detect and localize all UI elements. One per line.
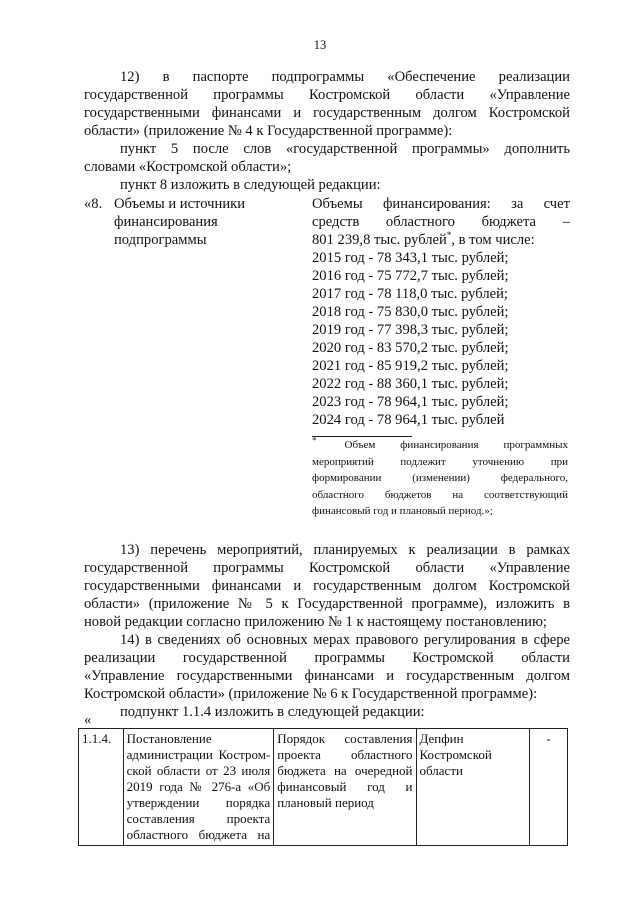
- row-8-financing: [312, 195, 570, 429]
- text-line: области» (приложение № 4 к Государственной программе):: [84, 123, 453, 139]
- text-line: пункт 5 после слов «государственной программы» дополнить: [120, 141, 570, 157]
- regulation-table: [78, 728, 568, 846]
- total-line: [312, 231, 570, 249]
- item-13-paragraph: [84, 541, 570, 631]
- year-line: 2015 год - 78 343,1 тыс. рублей;: [312, 250, 509, 266]
- text-line: государственной программы Костромской области «Управление: [84, 560, 570, 576]
- subpunkt-intro: подпункт 1.1.4 изложить в следующей редакции:: [120, 704, 425, 720]
- page-number: 13: [313, 38, 327, 52]
- text-line: 13) перечень мероприятий, планируемых к реализации в рамках: [120, 542, 570, 558]
- year-line: 2020 год - 83 570,2 тыс. рублей;: [312, 340, 509, 356]
- footnote-mark: *: [446, 230, 452, 241]
- text-line: области» (приложение № 5 к Государственной программе), изложить в: [84, 596, 570, 612]
- total-amount: 801 239,8 тыс. рублей: [312, 232, 447, 248]
- footnote: [312, 437, 568, 520]
- text-line: финансирования: [114, 214, 218, 230]
- footnote-line: мероприятий подлежит уточнению при: [312, 455, 568, 468]
- year-line: 2022 год - 88 360,1 тыс. рублей;: [312, 376, 509, 392]
- text-line: 14) в сведениях об основных мерах правового регулирования в сфере: [120, 632, 570, 648]
- text-line: Объемы и источники: [114, 196, 246, 212]
- row-8-number: «8.: [84, 196, 103, 212]
- row-8-name: [114, 195, 294, 249]
- text-line: 12) в паспорте подпрограммы «Обеспечение реализации: [120, 69, 570, 85]
- table-cell-date: -: [530, 729, 568, 846]
- text-line: новой редакции согласно приложению № 1 к настоящему постановлению;: [84, 614, 547, 630]
- year-line: 2018 год - 75 830,0 тыс. рублей;: [312, 304, 509, 320]
- opening-quote: «: [84, 712, 92, 728]
- footnote-line: формировании (изменении) федерального,: [312, 472, 568, 484]
- text-line: государственными финансами и государственным долгом Костромской: [84, 578, 570, 594]
- footnote-line: финансовый год и плановый период.»;: [312, 505, 493, 517]
- item-12-paragraph: [84, 68, 570, 140]
- total-suffix: , в том числе:: [451, 232, 535, 248]
- table-cell-document: Постановление администрации Костром- ской области от 23 июля 2019 года № 276-а «Об утверждении порядка составления проекта областного бюджета на: [123, 729, 274, 846]
- table-row: [79, 729, 568, 846]
- punkt-8-intro: пункт 8 изложить в следующей редакции:: [120, 177, 381, 193]
- text-line: подпрограммы: [114, 232, 207, 248]
- text-line: реализации государственной программы Костромской области: [84, 650, 570, 666]
- text-line: государственной программы Костромской области «Управление: [84, 87, 570, 103]
- item-14-paragraph: [84, 631, 570, 703]
- year-line: 2024 год - 78 964,1 тыс. рублей: [312, 412, 505, 428]
- year-line: 2016 год - 75 772,7 тыс. рублей;: [312, 268, 509, 284]
- text-line: Костромской области» (приложение № 6 к Государственной программе):: [84, 686, 538, 702]
- footnote-line: областного бюджетов на соответствующий: [312, 488, 568, 501]
- text-line: «Управление государственными финансами и государственным долгом: [84, 668, 570, 684]
- text-line: Объемы финансирования: за счет: [312, 196, 570, 212]
- punkt-5-paragraph: [84, 140, 570, 176]
- footnote-mark: *: [312, 435, 317, 446]
- text-line: государственными финансами и государственным долгом Костромской: [84, 105, 570, 121]
- text-line: словами «Костромской области»;: [84, 159, 292, 175]
- footnote-line: * Объем финансирования программных: [312, 435, 568, 451]
- table-cell-number: 1.1.4.: [79, 729, 124, 846]
- year-line: 2019 год - 77 398,3 тыс. рублей;: [312, 322, 509, 338]
- year-line: 2021 год - 85 919,2 тыс. рублей;: [312, 358, 509, 374]
- year-line: 2023 год - 78 964,1 тыс. рублей;: [312, 394, 509, 410]
- table-cell-subject: Порядок составления проекта областного бюджета на очередной финансовый год и плановый период: [274, 729, 416, 846]
- year-line: 2017 год - 78 118,0 тыс. рублей;: [312, 286, 508, 302]
- table-cell-responsible: Депфин Костромской области: [416, 729, 530, 846]
- text-line: средств областного бюджета –: [312, 214, 570, 230]
